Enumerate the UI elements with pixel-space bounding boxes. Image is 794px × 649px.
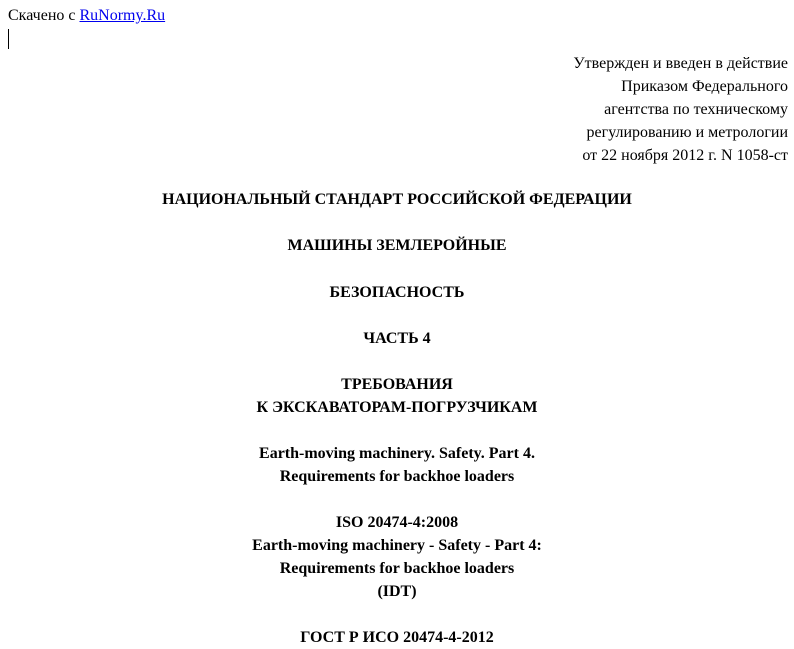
national-standard-heading: НАЦИОНАЛЬНЫЙ СТАНДАРТ РОССИЙСКОЙ ФЕДЕРАЦИИ [162,191,632,208]
iso-number: ISO 20474-4:2008 [335,514,459,531]
approval-line: агентства по техническому [604,101,788,118]
machines-heading: МАШИНЫ ЗЕМЛЕРОЙНЫЕ [287,237,507,254]
english-title: Earth-moving machinery. Safety. Part 4. Requirements for backhoe loaders [259,445,535,485]
iso-title-line: Requirements for backhoe loaders [279,560,515,577]
part-heading: ЧАСТЬ 4 [363,330,431,347]
gost-number: ГОСТ Р ИСО 20474-4-2012 [300,629,494,646]
approval-block [388,52,788,167]
text-cursor [8,29,9,49]
approval-line: регулированию и метрологии [586,124,788,141]
iso-equivalence: (IDT) [377,583,417,600]
requirements-heading: ТРЕБОВАНИЯ К ЭКСКАВАТОРАМ-ПОГРУЗЧИКАМ [256,376,538,416]
source-link[interactable]: RuNormy.Ru [79,7,166,24]
source-line [8,6,165,26]
approval-line: Приказом Федерального [621,78,788,95]
source-prefix: Скачено с [8,7,80,24]
iso-reference [0,511,794,603]
approval-line: от 22 ноября 2012 г. N 1058-ст [582,147,788,164]
safety-heading: БЕЗОПАСНОСТЬ [329,284,465,301]
iso-title-line: Earth-moving machinery - Safety - Part 4: [252,537,542,554]
approval-line: Утвержден и введен в действие [573,55,788,72]
